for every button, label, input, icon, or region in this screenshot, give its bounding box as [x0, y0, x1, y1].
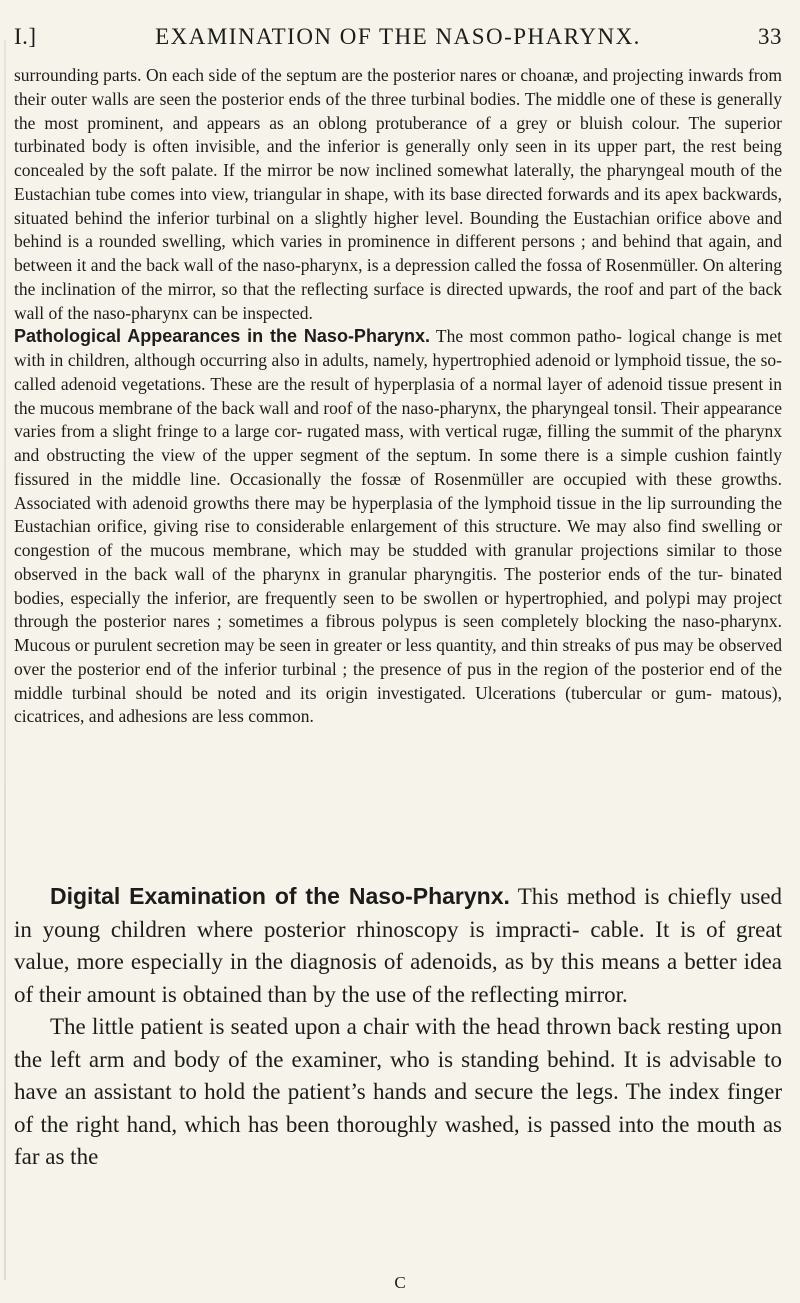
small-print-body: [14, 64, 782, 729]
section-heading-pathological: Pathological Appearances in the Naso-Pharynx.: [14, 326, 430, 347]
page-number: 33: [758, 24, 782, 49]
paragraph-digital-text: This method is chiefly used in young children where posterior rhinoscopy is impracti- cable. It is of great value, more especially in the diagnosis of adenoids, as by this means a better idea of their amount is obtained than by the use of the reflecting mirror.: [14, 884, 782, 1007]
page-header: [14, 10, 782, 50]
paragraph-patient-position: The little patient is seated upon a chair with the head thrown back resting upon the left arm and body of the examiner, who is standing behind. It is advisable to have an assistant to hold the patient’s hands and secure the legs. The index finger of the right hand, which has been thoroughly washed, is passed into the mouth as far as the: [14, 1014, 782, 1169]
large-print-body: [14, 880, 782, 1174]
paragraph-pathological-text: The most common patho- logical change is met with in children, although occurring also in adults, namely, hypertrophied adenoid or lymphoid tissue, the so-called adenoid vegetations. These are the result of hyperplasia of a normal layer of adenoid tissue present in the mucous membrane of the back wall and roof of the naso-pharynx, the pharyngeal tonsil. Their appearance varies from a slight fringe to a large cor- rugated mass, with vertical rugæ, filling the summit of the pharynx and obstructing the view of the upper segment of the septum. In some there is a simple cushion faintly fissured in the middle line. Occasionally the fossæ of Rosenmüller are occupied with these growths. Associated with adenoid growths there may be hyperplasia of the lymphoid tissue in the lip surrounding the Eustachian orifice, giving rise to considerable enlargement of this structure. We may also find swelling or congestion of the mucous membrane, which may be studded with granular projections similar to those observed in the back wall of the pharynx in granular pharyngitis. The posterior ends of the tur- binated bodies, especially the inferior, are frequently seen to be swollen or hypertrophied, and polypi may project through the posterior nares ; sometimes a fibrous polypus is seen completely blocking the naso-pharynx. Mucous or purulent secretion may be seen in greater or less quantity, and thin streaks of pus may be observed over the posterior end of the inferior turbinal ; the presence of pus in the region of the posterior end of the middle turbinal should be noted and its origin investigated. Ulcerations (tubercular or gum- matous), cicatrices, and adhesions are less common.: [14, 326, 782, 727]
chapter-number: I.]: [14, 24, 37, 49]
page-edge-shadow: [4, 40, 6, 1280]
paragraph-anatomy: surrounding parts. On each side of the septum are the posterior nares or choanæ, and projecting inwards from their outer walls are seen the posterior ends of the three turbinal bodies. The middle one of these is generally the most prominent, and appears as an oblong protuberance of a grey or bluish colour. The superior turbinated body is often invisible, and the inferior is generally only seen in its upper part, the rest being concealed by the soft palate. If the mirror be now inclined somewhat laterally, the pharyngeal mouth of the Eustachian tube comes into view, triangular in shape, with its base directed forwards and its apex backwards, situated behind the inferior turbinal on a slightly higher level. Bounding the Eustachian orifice above and behind is a rounded swelling, which varies in prominence in different persons ; and behind that again, and between it and the back wall of the naso-pharynx, is a depression called the fossa of Rosenmüller. On altering the inclination of the mirror, so that the reflecting surface is directed upwards, the roof and part of the back wall of the naso-pharynx can be inspected.: [14, 65, 782, 323]
paragraph-digital: [14, 880, 782, 1011]
running-title: EXAMINATION OF THE NASO-PHARYNX.: [155, 24, 641, 49]
section-heading-digital: Digital Examination of the Naso-Pharynx.: [50, 883, 510, 909]
signature-mark: C: [394, 1273, 406, 1292]
paragraph-pathological: [14, 325, 782, 729]
